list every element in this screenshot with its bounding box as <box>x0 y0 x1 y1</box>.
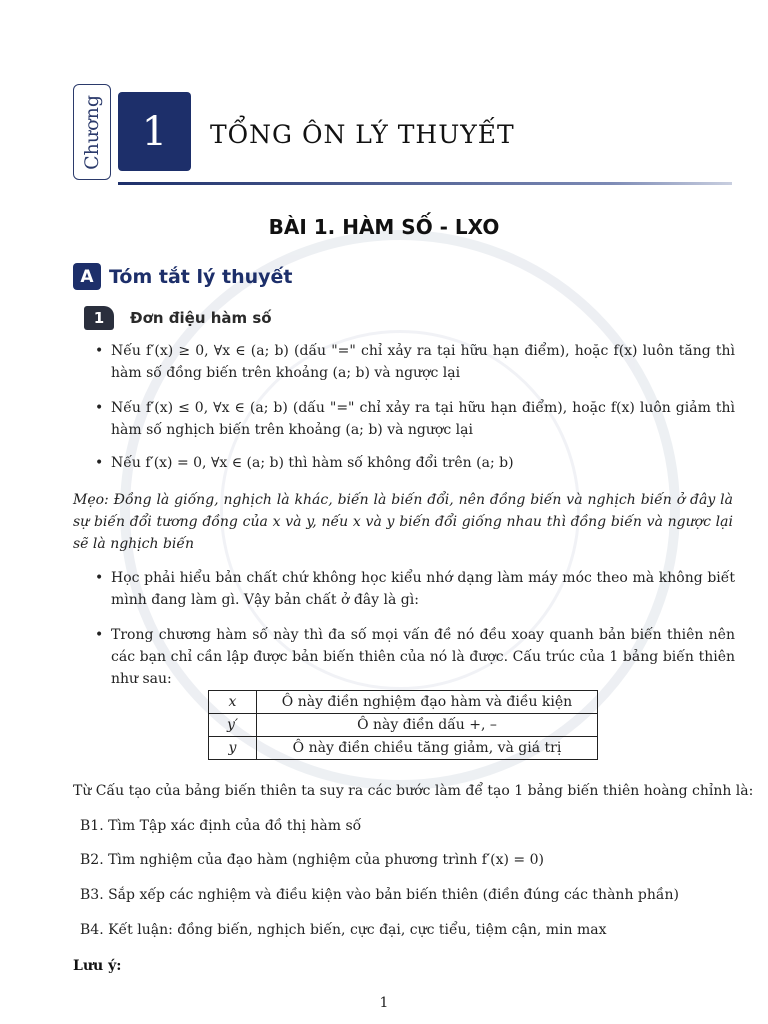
variation-table <box>208 690 598 760</box>
subsection-title: Đơn điệu hàm số <box>130 309 272 327</box>
bullet-text: Nếu f′(x) = 0, ∀x ∈ (a; b) thì hàm số không đổi trên (a; b) <box>111 455 514 471</box>
list-item <box>95 624 735 690</box>
bullet-icon: • <box>95 627 104 643</box>
table-row <box>209 691 598 714</box>
table-cell-var: x <box>209 691 257 714</box>
bullet-text: Trong chương hàm số này thì đa số mọi vấn đề nó đều xoay quanh bản biến thiên nên các bạn chỉ cần lập được bản biến thiên của nó là được. Cấu trúc của 1 bảng biến thiên như sau: <box>111 627 735 687</box>
section-title: Tóm tắt lý thuyết <box>109 265 293 288</box>
page-number: 1 <box>379 995 389 1011</box>
step-item: B1. Tìm Tập xác định của đồ thị hàm số <box>80 818 362 834</box>
step-item: B2. Tìm nghiệm của đạo hàm (nghiệm của phương trình f′(x) = 0) <box>80 852 544 868</box>
bullet-text: Học phải hiểu bản chất chứ không học kiểu nhớ dạng làm máy móc theo mà không biết mình đang làm gì. Vậy bản chất ở đây là gì: <box>111 570 735 608</box>
bullet-icon: • <box>95 570 104 586</box>
tip-paragraph: Mẹo: Đồng là giống, nghịch là khác, biến là biến đổi, nên đồng biến và nghịch biến ở đây là sự biến đổi tương đồng của x và y, nếu x và y biến đổi giống nhau thì đồng biến và ngược lại sẽ là nghịch biến <box>73 492 733 552</box>
table-row <box>209 714 598 737</box>
subsection-heading-1 <box>84 306 272 330</box>
list-item <box>95 340 735 384</box>
table-cell-desc: Ô này điền dấu +, – <box>257 714 598 737</box>
step-item: B4. Kết luận: đồng biến, nghịch biến, cực đại, cực tiểu, tiệm cận, min max <box>80 922 607 938</box>
table-cell-desc: Ô này điền nghiệm đạo hàm và điều kiện <box>257 691 598 714</box>
bullet-text: Nếu f′(x) ≤ 0, ∀x ∈ (a; b) (dấu "=" chỉ xảy ra tại hữu hạn điểm), hoặc f(x) luôn giảm thì hàm số nghịch biến trên khoảng (a; b) và ngược lại <box>111 400 735 438</box>
chapter-title: TỔNG ÔN LÝ THUYẾT <box>210 120 515 149</box>
chapter-number: 1 <box>118 92 191 171</box>
section-badge: A <box>73 263 101 290</box>
lesson-title: BÀI 1. HÀM SỐ - LXO <box>268 215 500 239</box>
table-cell-desc: Ô này điền chiều tăng giảm, và giá trị <box>257 737 598 760</box>
bullet-icon: • <box>95 455 104 471</box>
list-item <box>95 397 735 441</box>
note-label: Lưu ý: <box>73 958 122 974</box>
table-row <box>209 737 598 760</box>
steps-intro: Từ Cấu tạo của bảng biến thiên ta suy ra các bước làm để tạo 1 bảng biến thiên hoàng chỉnh là: <box>73 783 754 799</box>
step-item: B3. Sắp xếp các nghiệm và điều kiện vào bản biến thiên (điền đúng các thành phần) <box>80 887 679 903</box>
bullet-icon: • <box>95 343 104 359</box>
section-heading-a <box>73 263 293 290</box>
list-item <box>95 452 735 474</box>
table-cell-var: y <box>209 737 257 760</box>
list-item <box>95 567 735 611</box>
chapter-divider <box>118 182 732 185</box>
subsection-badge: 1 <box>84 306 114 330</box>
chapter-tab <box>73 84 111 180</box>
bullet-icon: • <box>95 400 104 416</box>
table-cell-var: y′ <box>209 714 257 737</box>
bullet-text: Nếu f′(x) ≥ 0, ∀x ∈ (a; b) (dấu "=" chỉ xảy ra tại hữu hạn điểm), hoặc f(x) luôn tăng thì hàm số đồng biến trên khoảng (a; b) và ngược lại <box>111 343 735 381</box>
chapter-tab-label: Chương <box>81 94 103 170</box>
